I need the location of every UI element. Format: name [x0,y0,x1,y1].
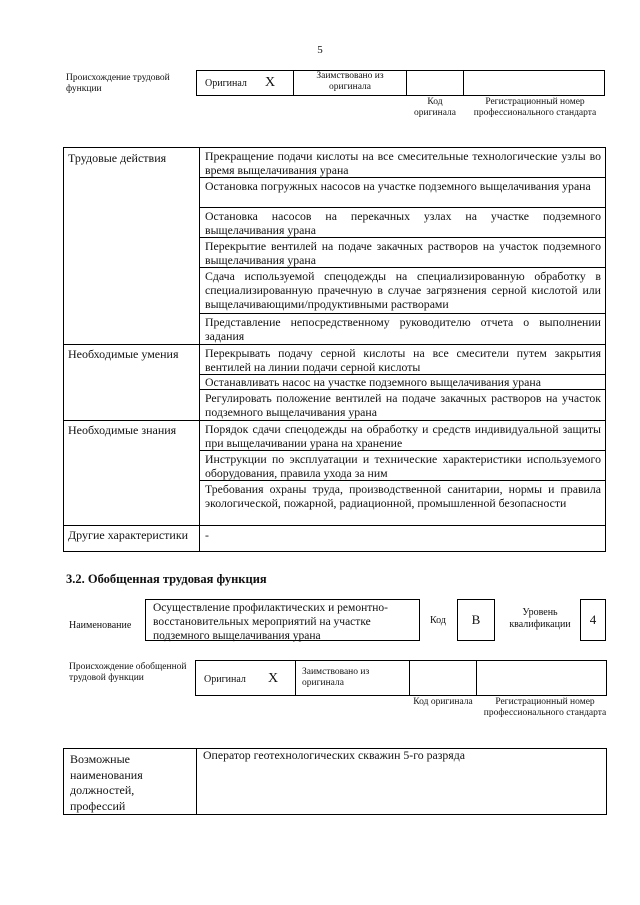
level-value: 4 [589,612,597,627]
table-cell: Инструкции по эксплуатации и технические характеристики используемого оборудования, правила ухода за ним [205,452,601,480]
row-divider [199,450,606,451]
row-divider [199,313,606,314]
divider [409,660,410,696]
positions-label: Возможные наименования должностей, профессий [70,752,143,813]
name-label: Наименование [69,620,132,631]
section-label: Необходимые знания [68,423,177,437]
reg-caption: Регистрационный номер профессионального стандарта [483,697,607,718]
table-cell: Прекращение подачи кислоты на все смесительные технологические узлы во время выщелачивания урана [205,149,601,177]
positions-value: Оператор геотехнологических скважин 5-го разряда [203,748,465,762]
code-caption: Код оригинала [414,97,456,118]
column-divider [196,748,197,815]
table-cell: Остановка погружных насосов на участке подземного выщелачивания урана [205,179,591,193]
section-title: 3.2. Обобщенная трудовая функция [66,572,267,586]
table-cell: Представление непосредственному руководителю отчета о выполнении задания [205,315,601,343]
row-divider [199,177,606,178]
origin-label: Происхождение трудовой функции [66,73,170,94]
row-divider [199,267,606,268]
code-label: Код [430,615,446,626]
original-label: Оригинал [205,78,247,89]
section-label: Трудовые действия [68,151,167,165]
table-cell: - [205,528,209,542]
divider [293,70,294,96]
table-cell: Перекрывать подачу серной кислоты на все смесители путем закрытия вентилей на линии подачи серной кислоты [205,346,601,374]
table-cell: Сдача используемой спецодежды на специализированную обработку в специализированную прачечную в случае загрязнения серной кислотой или выщелачивающими/продуктивными растворами [205,269,601,311]
divider [476,660,477,696]
section-label: Другие характеристики [68,528,189,542]
section-label: Необходимые умения [68,347,179,361]
original-mark: X [265,75,276,90]
section-divider [63,344,606,345]
divider [406,70,407,96]
section-divider [63,420,606,421]
code-caption: Код оригинала [413,697,473,707]
row-divider [199,389,606,390]
borrowed-label: Заимствовано из оригинала [316,71,384,92]
origin-table [196,70,605,96]
original-label: Оригинал [204,674,246,685]
table-cell: Перекрытие вентилей на подаче закачных растворов на участок подземного выщелачивания урана [205,239,601,267]
section-divider [63,525,606,526]
table-cell: Останавливать насос на участке подземного выщелачивания урана [205,375,541,389]
divider [295,660,296,696]
origin-label: Происхождение обобщенной трудовой функции [69,662,187,683]
reg-caption: Регистрационный номер профессионального стандарта [473,97,597,118]
borrowed-label: Заимствовано из оригинала [302,667,370,688]
row-divider [199,237,606,238]
divider [463,70,464,96]
table-cell: Требования охраны труда, производственной санитарии, нормы и правила экологической, пожарной, радиационной, промышленной безопасности [205,482,601,510]
code-value: B [471,612,481,627]
level-label: Уровень квалификации [509,607,571,630]
row-divider [199,480,606,481]
table-cell: Регулировать положение вентилей на подаче закачных растворов на участок подземного выщелачивания урана [205,391,601,419]
name-value: Осуществление профилактических и ремонтно-восстановительных мероприятий на участке подземного выщелачивания урана [153,602,388,642]
table-cell: Порядок сдачи спецодежды на обработку и средств индивидуальной защиты при выщелачивании урана на хранение [205,422,601,450]
original-mark: X [268,671,279,686]
table-cell: Остановка насосов на перекачных узлах на участке подземного выщелачивания урана [205,209,601,237]
page-number: 5 [317,44,323,56]
row-divider [199,207,606,208]
